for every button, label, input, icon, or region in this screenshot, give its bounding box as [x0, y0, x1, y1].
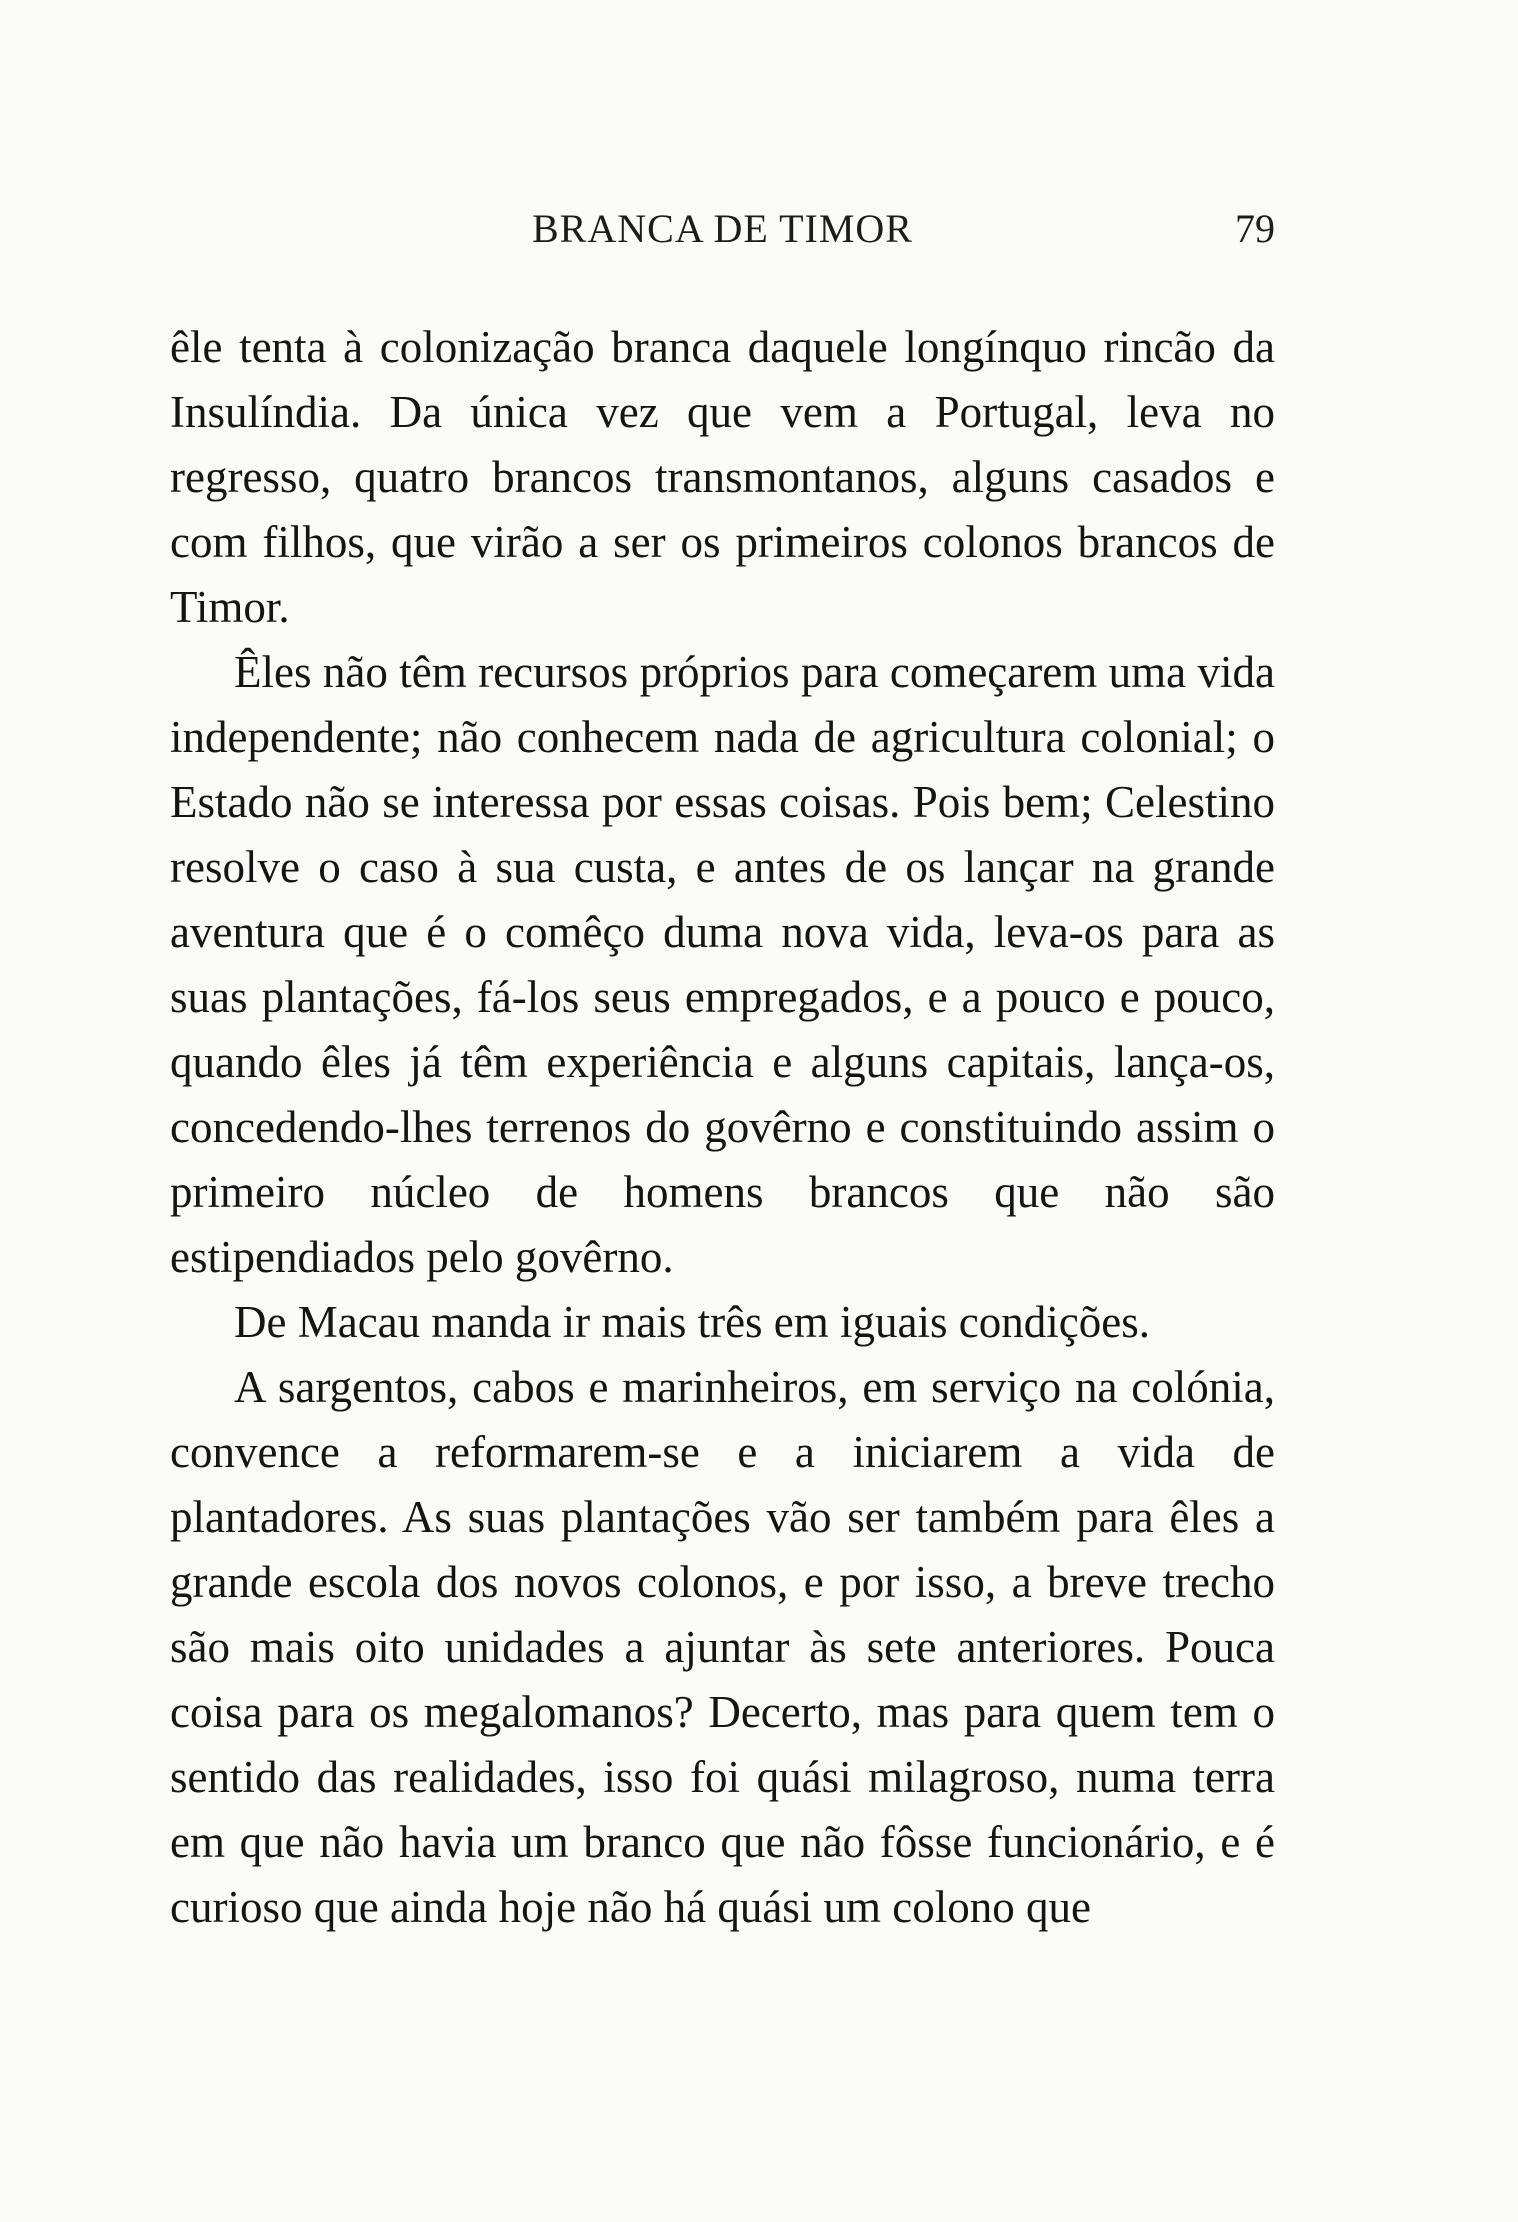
- paragraph-2: Êles não têm recursos próprios para começarem uma vida independente; não conhecem nada de agricultura colonial; o Estado não se interessa por essas coisas. Pois bem; Celestino resolve o caso à sua custa, e antes de os lançar na grande aventura que é o comêço duma nova vida, leva-os para as suas plantações, fá-los seus empregados, e a pouco e pouco, quando êles já têm experiência e alguns capitais, lança-os, concedendo-lhes terrenos do govêrno e constituindo assim o primeiro núcleo de homens brancos que não são estipendiados pelo govêrno.: [170, 647, 1275, 1282]
- running-title: BRANCA DE TIMOR: [532, 206, 913, 251]
- paragraph-4: A sargentos, cabos e marinheiros, em serviço na colónia, convence a reformarem-se e a iniciarem a vida de plantadores. As suas plantações vão ser também para êles a grande escola dos novos colonos, e por isso, a breve trecho são mais oito unidades a ajuntar às sete anteriores. Pouca coisa para os megalomanos? Decerto, mas para quem tem o sentido das realidades, isso foi quási milagroso, numa terra em que não havia um branco que não fôsse funcionário, e é curioso que ainda hoje não há quási um colono que: [170, 1362, 1275, 1932]
- page-number: 79: [1235, 206, 1275, 251]
- paragraph-1: êle tenta à colonização branca daquele longínquo rincão da Insulíndia. Da única vez que vem a Portugal, leva no regresso, quatro brancos transmontanos, alguns casados e com filhos, que virão a ser os primeiros colonos brancos de Timor.: [170, 322, 1275, 632]
- paragraph-3: De Macau manda ir mais três em iguais condições.: [234, 1297, 1150, 1347]
- body-text: [170, 315, 1275, 1940]
- running-header: [170, 205, 1275, 265]
